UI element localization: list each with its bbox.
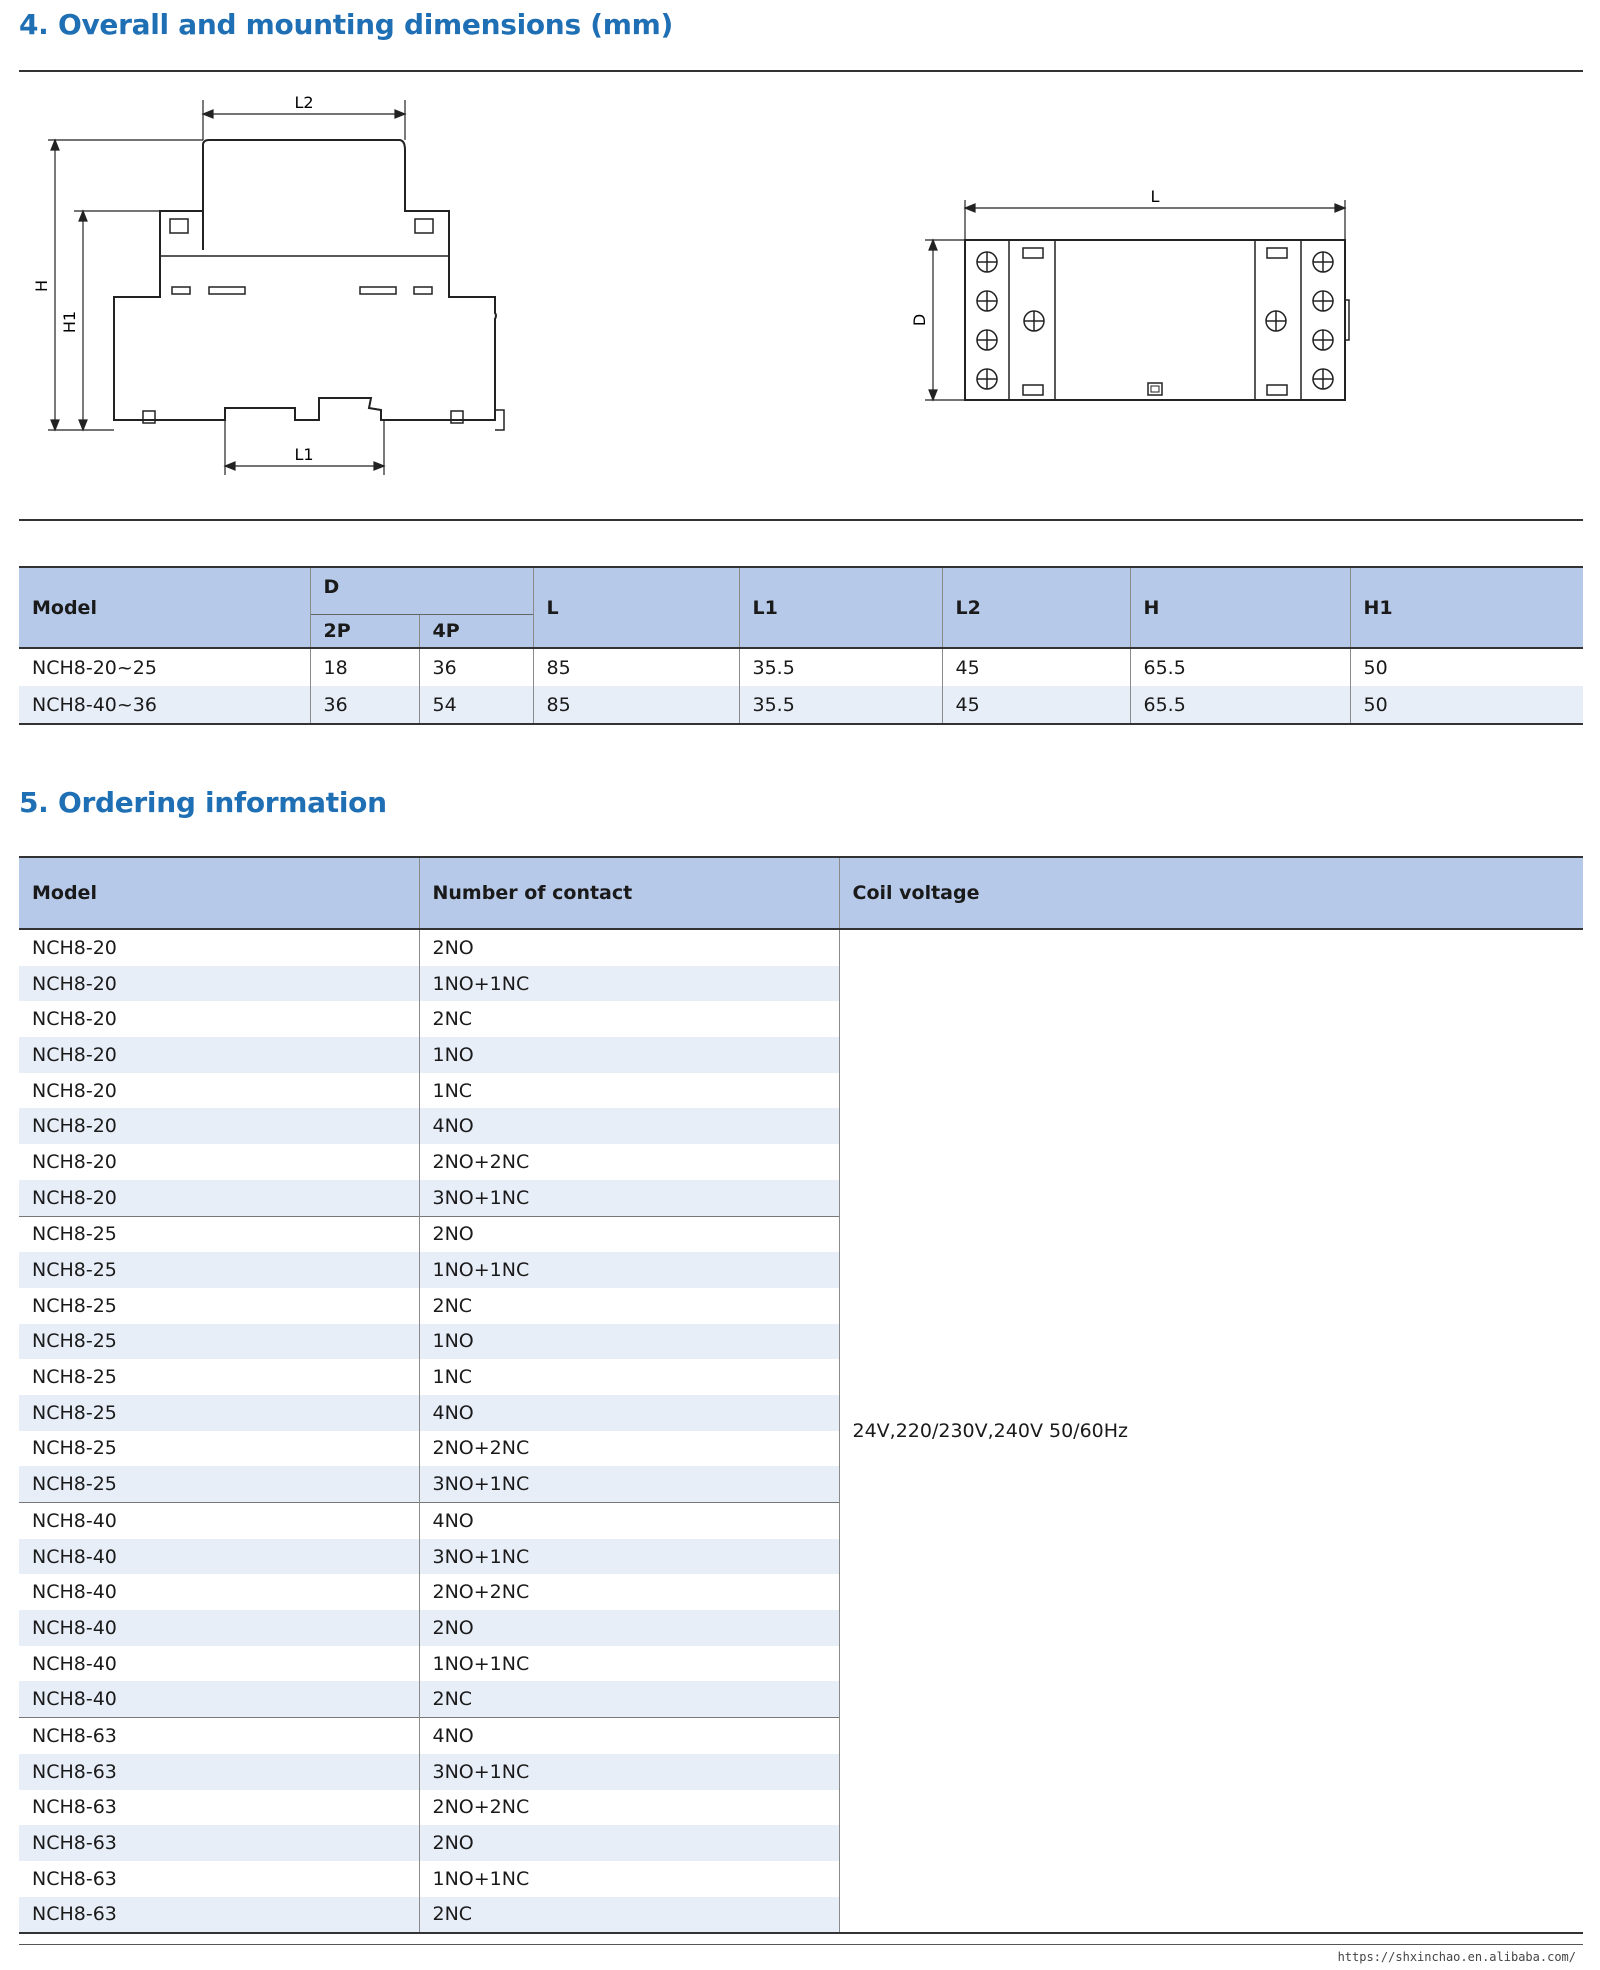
cell: 54	[419, 686, 533, 724]
coil-voltage-cell: 24V,220/230V,240V 50/60Hz	[839, 929, 1583, 1933]
contact-cell: 1NC	[419, 1359, 839, 1395]
model-cell: NCH8-20	[32, 936, 117, 959]
cell: 36	[310, 686, 419, 724]
model-cell: NCH8-25	[19, 1216, 419, 1252]
header-d-2p: 2P	[310, 615, 419, 649]
model-cell: NCH8-25	[19, 1252, 419, 1288]
model-cell: NCH8-40	[19, 1610, 419, 1646]
contact-cell: 1NO+1NC	[419, 1252, 839, 1288]
contact-cell: 4NO	[419, 1718, 839, 1754]
cell: 85	[533, 648, 739, 686]
header-l: L	[533, 567, 739, 648]
header-model: Model	[19, 857, 419, 929]
contact-cell: 3NO+1NC	[419, 1466, 839, 1502]
model-cell: NCH8-25	[32, 1366, 117, 1389]
label-l1: L1	[294, 445, 314, 464]
contact-cell: 3NO+1NC	[419, 1754, 839, 1790]
header-coil-voltage: Coil voltage	[839, 857, 1583, 929]
contact-cell: 1NO	[419, 1037, 839, 1073]
model-cell: NCH8-25	[19, 1466, 419, 1502]
contact-cell: 2NO+2NC	[419, 1144, 839, 1180]
model-cell: NCH8-20	[32, 1150, 117, 1173]
model-cell: NCH8-20	[19, 1180, 419, 1216]
contact-cell: 4NO	[419, 1108, 839, 1144]
label-d: D	[910, 313, 929, 327]
dimensions-table	[19, 566, 1583, 725]
model-cell: NCH8-63	[19, 1897, 419, 1934]
model-cell: NCH8-63	[32, 1867, 117, 1890]
contact-cell: 2NO	[419, 1216, 839, 1252]
label-l: L	[1150, 187, 1160, 206]
label-h1: H1	[60, 310, 79, 334]
contact-cell: 1NO+1NC	[419, 1646, 839, 1682]
model-cell: NCH8-25	[19, 1395, 419, 1431]
cell: 45	[942, 686, 1130, 724]
model-cell: NCH8-40	[32, 1581, 117, 1604]
table-row	[19, 929, 1583, 966]
contact-cell: 2NO+2NC	[419, 1790, 839, 1826]
cell: NCH8-40~36	[19, 686, 310, 724]
model-cell: NCH8-25	[32, 1437, 117, 1460]
model-cell: NCH8-63	[19, 1754, 419, 1790]
top-rule	[19, 70, 1583, 72]
model-cell: NCH8-20	[19, 966, 419, 1002]
contact-cell: 4NO	[419, 1395, 839, 1431]
contact-cell: 2NC	[419, 1288, 839, 1324]
cell: 65.5	[1130, 686, 1350, 724]
drawing-bottom-rule	[19, 519, 1583, 521]
header-h1: H1	[1350, 567, 1583, 648]
model-cell: NCH8-20	[19, 1037, 419, 1073]
cell: 35.5	[739, 686, 942, 724]
model-cell: NCH8-20	[32, 1079, 117, 1102]
cell: 50	[1350, 648, 1583, 686]
contact-cell: 3NO+1NC	[419, 1180, 839, 1216]
cell: 50	[1350, 686, 1583, 724]
section-4-title: 4. Overall and mounting dimensions (mm)	[19, 8, 673, 41]
model-cell: NCH8-25	[32, 1294, 117, 1317]
footer-url: https://shxinchao.en.alibaba.com/	[1337, 1950, 1576, 1964]
contact-cell: 3NO+1NC	[419, 1539, 839, 1575]
model-cell: NCH8-63	[19, 1718, 419, 1754]
cell: 18	[310, 648, 419, 686]
contact-cell: 1NC	[419, 1073, 839, 1109]
cell: 65.5	[1130, 648, 1350, 686]
contact-cell: 1NO+1NC	[419, 966, 839, 1002]
contact-cell: 1NO+1NC	[419, 1861, 839, 1897]
section-5-title: 5. Ordering information	[19, 786, 387, 819]
contact-cell: 2NO	[419, 1825, 839, 1861]
model-cell: NCH8-20	[19, 1108, 419, 1144]
label-l2: L2	[294, 93, 314, 112]
dimension-drawing	[19, 90, 1583, 490]
model-cell: NCH8-63	[19, 1825, 419, 1861]
bottom-rule	[19, 1944, 1583, 1945]
contact-cell: 2NO	[419, 1610, 839, 1646]
model-cell: NCH8-25	[19, 1324, 419, 1360]
cell: 45	[942, 648, 1130, 686]
model-cell: NCH8-20	[32, 1008, 117, 1031]
header-h: H	[1130, 567, 1350, 648]
header-number-of-contact: Number of contact	[419, 857, 839, 929]
table-row	[19, 686, 1583, 724]
model-cell: NCH8-40	[32, 1652, 117, 1675]
header-d: D	[310, 567, 533, 615]
contact-cell: 2NC	[419, 1681, 839, 1717]
contact-cell: 1NO	[419, 1324, 839, 1360]
contact-cell: 2NC	[419, 1001, 839, 1037]
contact-cell: 2NO+2NC	[419, 1574, 839, 1610]
cell: NCH8-20~25	[32, 656, 157, 679]
header-d-4p: 4P	[419, 615, 533, 649]
contact-cell: 4NO	[419, 1503, 839, 1539]
model-cell: NCH8-40	[19, 1503, 419, 1539]
contact-cell: 2NC	[419, 1897, 839, 1934]
cell: 35.5	[739, 648, 942, 686]
cell: 85	[533, 686, 739, 724]
header-l2: L2	[942, 567, 1130, 648]
model-cell: NCH8-40	[19, 1681, 419, 1717]
model-cell: NCH8-63	[32, 1796, 117, 1819]
cell: 36	[419, 648, 533, 686]
ordering-table	[19, 856, 1583, 1934]
contact-cell: 2NO+2NC	[419, 1431, 839, 1467]
header-l1: L1	[739, 567, 942, 648]
contact-cell: 2NO	[419, 929, 839, 966]
header-model: Model	[19, 567, 310, 648]
table-row	[19, 648, 1583, 686]
model-cell: NCH8-40	[19, 1539, 419, 1575]
label-h: H	[32, 279, 51, 293]
